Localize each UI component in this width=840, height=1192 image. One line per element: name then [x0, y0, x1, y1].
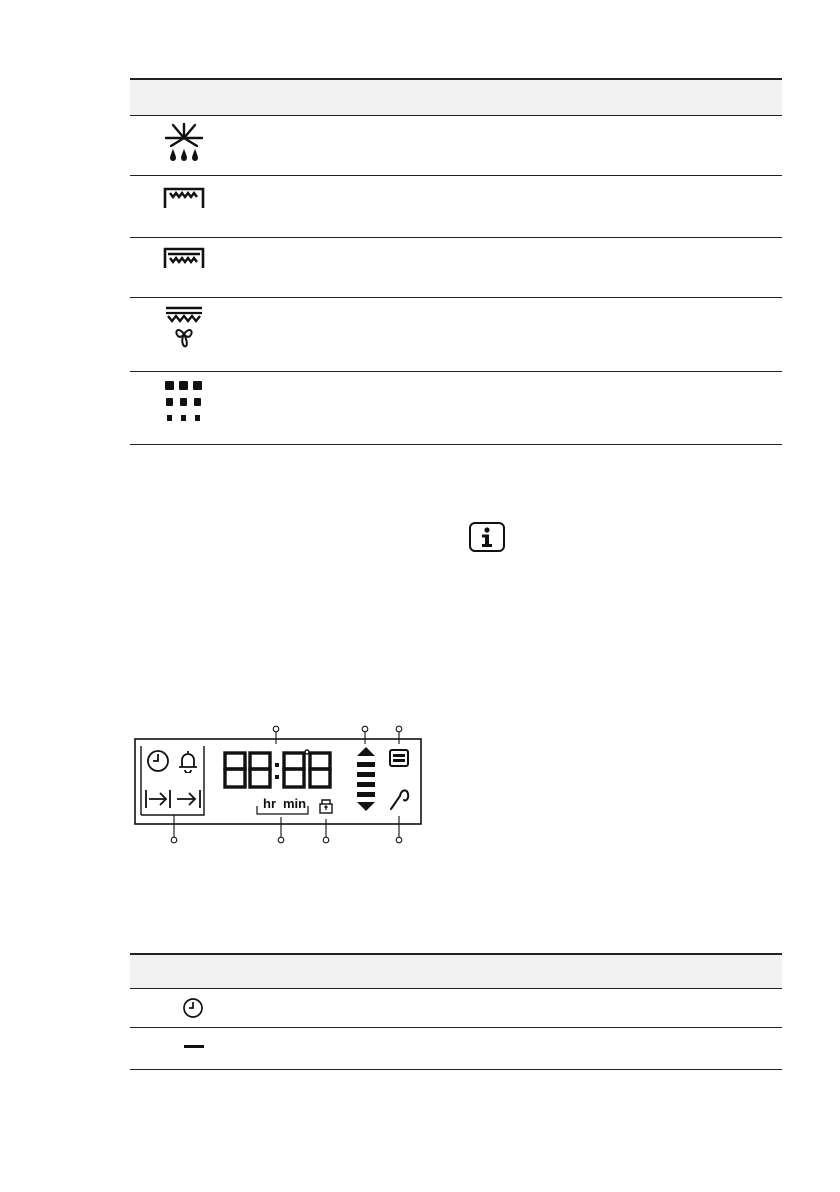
- lock-icon: [318, 798, 334, 814]
- oven-functions-table: [130, 78, 782, 445]
- table-header: [130, 953, 782, 989]
- table-row: [130, 989, 782, 1028]
- table-header: [130, 78, 782, 116]
- table-row: [130, 238, 782, 298]
- hr-label: hr: [263, 796, 276, 811]
- display-indicators-table: [130, 953, 782, 1070]
- top-heat-icon: [156, 184, 212, 214]
- end-time-icon: [174, 788, 202, 810]
- grill-icon: [156, 244, 212, 274]
- full-grill-icon: [156, 378, 212, 434]
- digital-readout: [222, 749, 334, 793]
- table-row: [130, 116, 782, 176]
- bell-icon: [177, 749, 199, 773]
- defrost-icon: [156, 120, 212, 170]
- table-row: [130, 298, 782, 372]
- table-row: [130, 176, 782, 238]
- clock-icon: [182, 997, 204, 1019]
- oven-icon: [388, 748, 410, 768]
- dash-icon: [182, 1042, 206, 1052]
- info-icon: [469, 522, 505, 552]
- fan-grill-icon: [156, 302, 212, 352]
- duration-icon: [144, 788, 172, 810]
- display-diagram: [130, 716, 430, 846]
- clock-icon: [146, 749, 170, 773]
- table-row: [130, 1028, 782, 1070]
- table-row: [130, 372, 782, 445]
- min-label: min: [283, 796, 307, 811]
- meat-probe-icon: [388, 786, 412, 812]
- heat-up-indicator-icon: [355, 746, 377, 812]
